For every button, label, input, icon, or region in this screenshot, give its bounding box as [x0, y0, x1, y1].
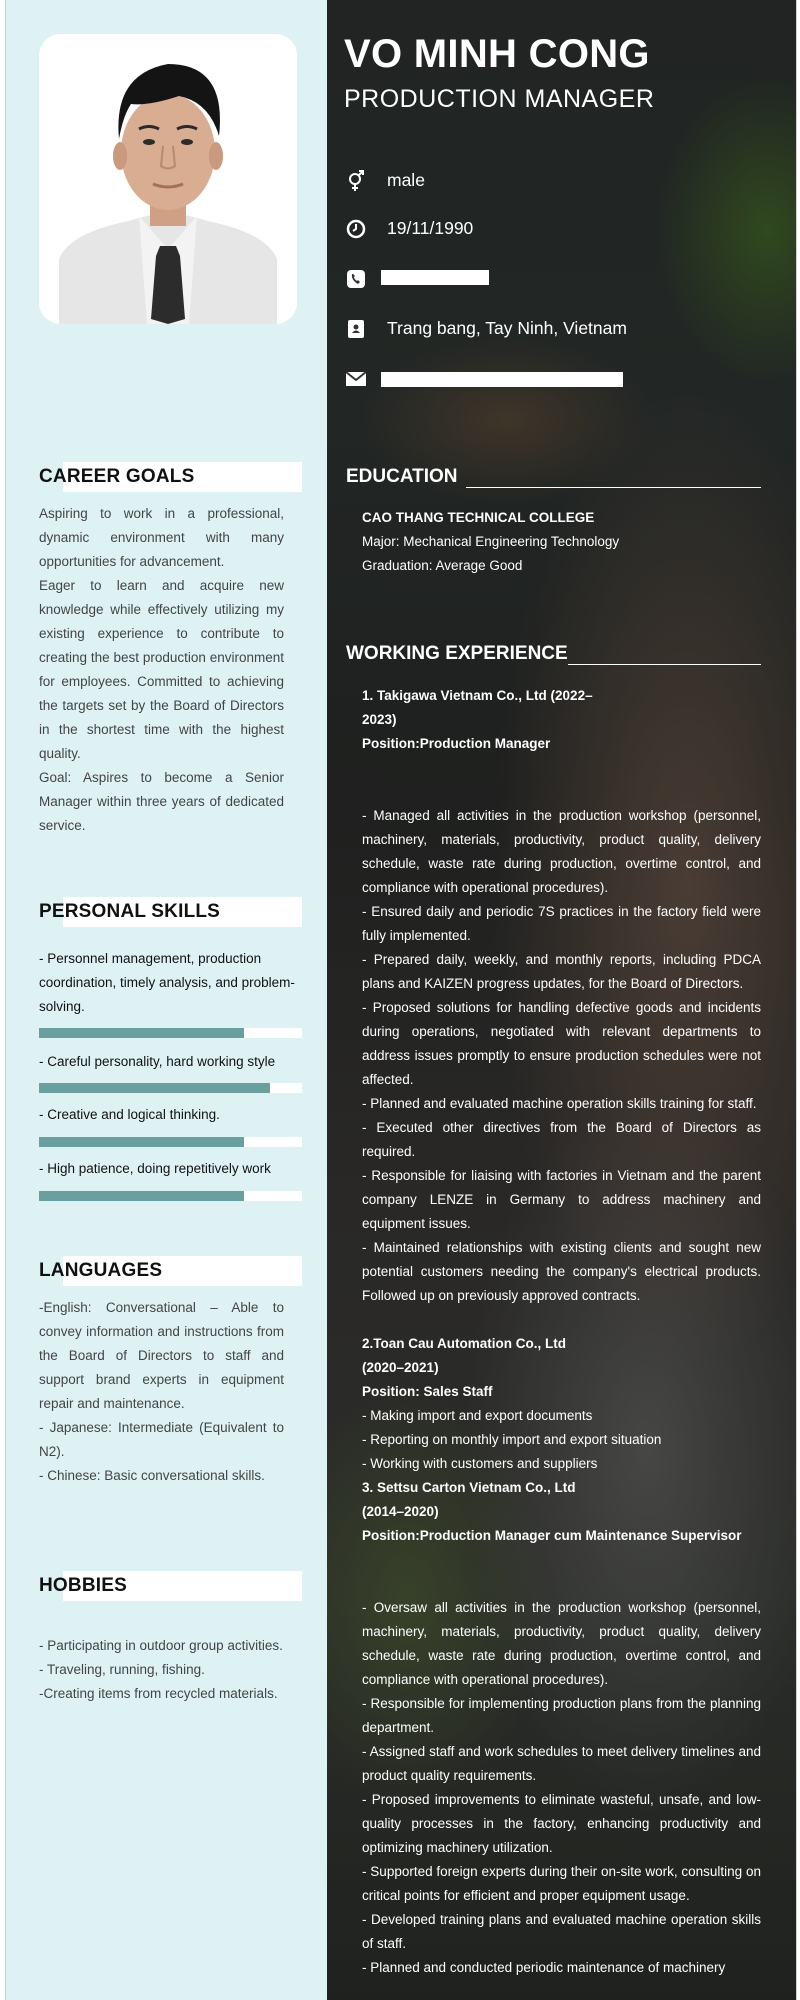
job-duty: - Developed training plans and evaluated machine operation skills of staff. — [362, 1912, 761, 1951]
address-book-icon — [344, 317, 368, 341]
contact-dob — [344, 215, 784, 245]
address-value: Trang bang, Tay Ninh, Vietnam — [387, 318, 627, 338]
job-duty: - Responsible for liaising with factories in Vietnam and the parent company LENZE in Germany to address machinery and equipment issues. — [362, 1168, 761, 1231]
job-company: 2.Toan Cau Automation Co., Ltd — [362, 1336, 566, 1351]
personal-skills-heading: PERSONAL SKILLS — [39, 897, 302, 927]
job-position: Position:Production Manager — [362, 736, 551, 751]
education-heading: EDUCATION — [346, 466, 761, 492]
gender-icon — [344, 169, 368, 193]
contact-email — [344, 365, 784, 395]
experience-heading: WORKING EXPERIENCE — [346, 643, 761, 669]
hobbies-heading: HOBBIES — [39, 1571, 302, 1601]
skill-bar — [39, 1028, 302, 1038]
job-duty: - Working with customers and suppliers — [362, 1456, 598, 1471]
languages-heading: LANGUAGES — [39, 1256, 302, 1286]
education-major: Major: Mechanical Engineering Technology — [362, 534, 620, 549]
job-company: 1. Takigawa Vietnam Co., Ltd (2022– — [362, 688, 593, 703]
hobby-item: - Traveling, running, fishing. — [39, 1662, 205, 1677]
skill-label: - Creative and logical thinking. — [39, 1107, 220, 1122]
job-company: 3. Settsu Carton Vietnam Co., Ltd — [362, 1480, 576, 1495]
candidate-name: VO MINH CONG — [344, 32, 650, 76]
gender-value: male — [387, 170, 425, 190]
job-period: 2023) — [362, 712, 397, 727]
job-duty: - Maintained relationships with existing clients and sought new potential customers needing the company's electrical products. Followed up on previously approved contracts. — [362, 1240, 761, 1303]
job-duty: - Ensured daily and periodic 7S practices in the factory field were fully implemented. — [362, 904, 761, 943]
spacer — [362, 1548, 761, 1572]
resume-page — [5, 0, 797, 2000]
contact-phone — [344, 265, 784, 295]
skill-label: - Careful personality, hard working style — [39, 1054, 276, 1069]
job-duty: - Responsible for implementing production plans from the planning department. — [362, 1696, 761, 1735]
contact-address — [344, 315, 784, 345]
language-item: - Chinese: Basic conversational skills. — [39, 1468, 265, 1483]
job-duty: - Supported foreign experts during their on-site work, consulting on critical points for efficient and proper equipment usage. — [362, 1864, 761, 1903]
job-period: (2020–2021) — [362, 1360, 439, 1375]
education-graduation: Graduation: Average Good — [362, 558, 523, 573]
spacer — [362, 1572, 761, 1596]
job-duty: - Planned and conducted periodic maintenance of machinery — [362, 1960, 726, 1975]
skill-label: - High patience, doing repetitively work — [39, 1161, 271, 1176]
spacer — [362, 756, 761, 780]
left-sidebar — [6, 0, 327, 2000]
career-goals-paragraph: Aspiring to work in a professional, dynamic environment with many opportunities for advancement. — [39, 506, 284, 569]
heading-rule — [466, 487, 761, 488]
job-position: Position:Production Manager cum Maintenance Supervisor — [362, 1528, 742, 1543]
heading-rule — [568, 664, 761, 665]
career-goals-paragraph: Goal: Aspires to become a Senior Manager within three years of dedicated service. — [39, 770, 284, 833]
job-duty: - Executed other directives from the Board of Directors as required. — [362, 1120, 761, 1159]
spacer — [362, 780, 761, 804]
email-redacted — [381, 372, 623, 387]
career-goals-paragraph: Eager to learn and acquire new knowledge while effectively utilizing my existing experience to contribute to creating the best production environment for employees. Committed to achieving the targets set by the Board of Directors in the shortest time with the highest quality. — [39, 578, 284, 761]
contact-gender — [344, 167, 784, 197]
job-duty: - Assigned staff and work schedules to meet delivery timelines and product quality requirements. — [362, 1744, 761, 1783]
career-goals-text — [39, 502, 284, 838]
phone-redacted — [381, 270, 489, 285]
career-goals-heading: CAREER GOALS — [39, 462, 302, 492]
job-duty: - Managed all activities in the production workshop (personnel, machinery, materials, productivity, product quality, delivery schedule, waste rate during production, overtime control, and compliance with operational procedures). — [362, 808, 761, 895]
job-duty: - Proposed improvements to eliminate wasteful, unsafe, and low-quality processes in the factory, enhancing productivity and optimizing machinery utilization. — [362, 1792, 761, 1855]
language-item: - Japanese: Intermediate (Equivalent to N2). — [39, 1420, 284, 1459]
skill-bar — [39, 1137, 302, 1147]
school-name: CAO THANG TECHNICAL COLLEGE — [362, 510, 595, 525]
hobbies-text — [39, 1634, 284, 1706]
job-duty: - Making import and export documents — [362, 1408, 593, 1423]
languages-text — [39, 1296, 284, 1488]
job-duty: - Oversaw all activities in the production workshop (personnel, machinery, materials, productivity, product quality, delivery schedule, waste rate during production, overtime control, and compliance with operational procedures). — [362, 1600, 761, 1687]
job-period: (2014–2020) — [362, 1504, 439, 1519]
skill-bar — [39, 1191, 302, 1201]
skill-label: - Personnel management, production coordination, timely analysis, and problem-solving. — [39, 951, 295, 1014]
experience-details — [362, 684, 761, 1980]
profile-photo — [39, 34, 297, 324]
job-title: PRODUCTION MANAGER — [344, 85, 655, 113]
phone-icon — [344, 267, 368, 291]
job-position: Position: Sales Staff — [362, 1384, 493, 1399]
skill-bar — [39, 1083, 302, 1093]
language-item: -English: Conversational – Able to convey information and instructions from the Board of Directors to staff and support brand experts in equipment repair and maintenance. — [39, 1300, 284, 1411]
right-panel — [327, 0, 796, 2000]
job-duty: - Reporting on monthly import and export situation — [362, 1432, 662, 1447]
spacer — [362, 1308, 761, 1332]
job-duty: - Proposed solutions for handling defective goods and incidents during operations, negotiated with relevant departments to address issues promptly to ensure production schedules were not affected. — [362, 1000, 761, 1087]
envelope-icon — [344, 367, 368, 391]
clock-icon — [344, 217, 368, 241]
hobby-item: -Creating items from recycled materials. — [39, 1686, 278, 1701]
hobby-item: - Participating in outdoor group activities. — [39, 1638, 283, 1653]
dob-value: 19/11/1990 — [387, 218, 474, 238]
job-duty: - Prepared daily, weekly, and monthly reports, including PDCA plans and KAIZEN progress updates, for the Board of Directors. — [362, 952, 761, 991]
education-details — [362, 506, 761, 578]
job-duty: - Planned and evaluated machine operation skills training for staff. — [362, 1096, 757, 1111]
